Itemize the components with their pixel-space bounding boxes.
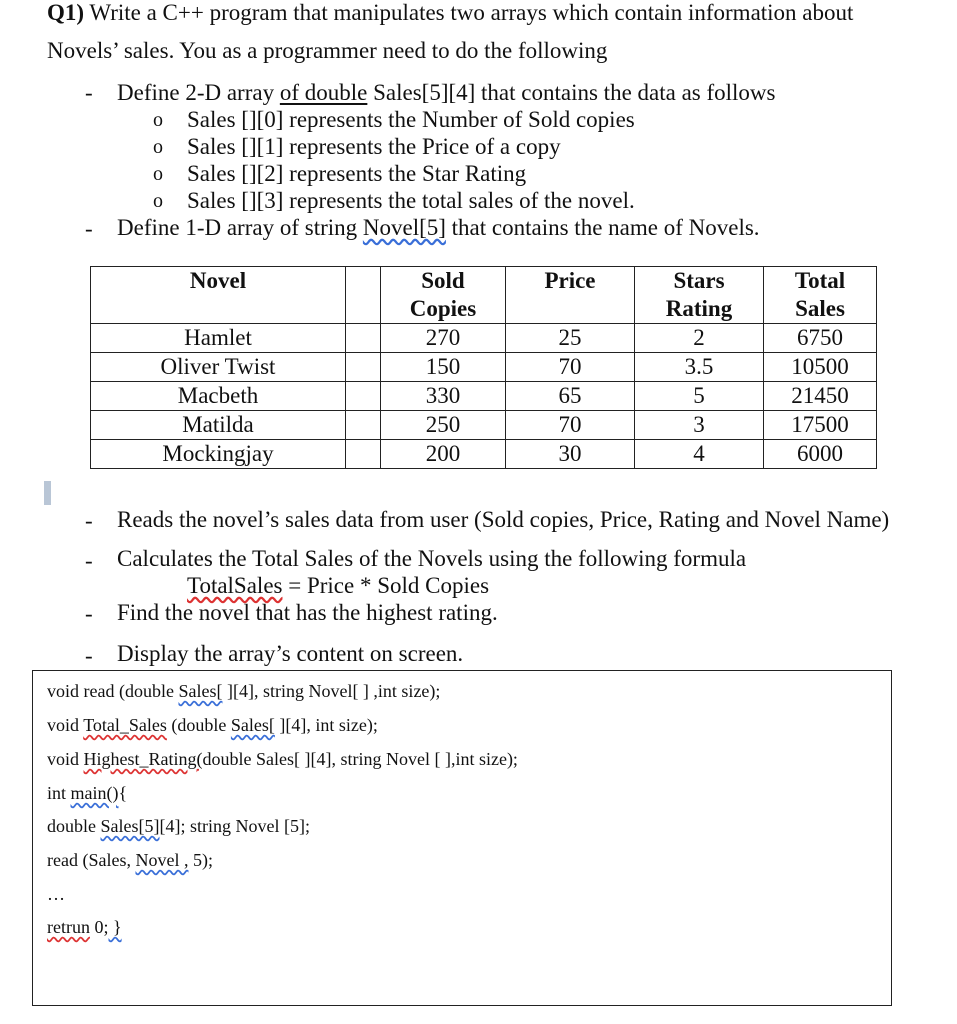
header-stars-rating <box>635 267 764 324</box>
code-text: [4]; string Novel [5]; <box>159 816 310 836</box>
cell-price: 70 <box>506 353 635 382</box>
cell-empty <box>346 382 381 411</box>
bullet-display: Display the array’s content on screen. <box>117 641 464 666</box>
header-stars-line1: Stars <box>673 268 725 293</box>
code-underlined: Sales[ <box>178 681 223 701</box>
code-underlined: Total_Sales <box>83 715 167 735</box>
header-total-sales <box>764 267 877 324</box>
code-underlined: Sales[5] <box>100 816 160 836</box>
code-text: ][4], int size); <box>274 715 378 735</box>
sub-marker: o <box>153 136 163 158</box>
cell-sold: 330 <box>381 382 506 411</box>
cell-price: 30 <box>506 440 635 469</box>
header-total-line1: Total <box>794 268 846 293</box>
bullet-define-1d <box>117 215 760 241</box>
define-1d-underlined: Novel[5] <box>362 215 446 240</box>
define-1d-post: that contains the name of Novels. <box>445 215 760 240</box>
code-text: double Sales[ ][4], string Novel [ ],int size); <box>202 749 518 769</box>
code-brace: } <box>108 917 122 937</box>
header-sold-line2: Copies <box>409 296 477 321</box>
code-text: int <box>47 783 71 803</box>
sub-marker: o <box>153 190 163 212</box>
sub-item: Sales [][3] represents the total sales of the novel. <box>187 188 635 213</box>
bullet-reads: Reads the novel’s sales data from user (Sold copies, Price, Rating and Novel Name) <box>117 507 890 532</box>
sub-item: Sales [][2] represents the Star Rating <box>187 161 527 186</box>
cell-total: 6750 <box>764 324 877 353</box>
code-line-ellipsis: … <box>47 884 65 904</box>
code-text: 5); <box>188 850 213 870</box>
header-stars-line2: Rating <box>665 296 733 321</box>
cell-empty <box>346 411 381 440</box>
code-underlined: main() <box>70 783 119 803</box>
formula <box>187 573 489 599</box>
code-text: void <box>47 749 84 769</box>
bullet-define-2d <box>117 80 776 106</box>
header-empty <box>346 267 381 324</box>
sub-marker: o <box>153 163 163 185</box>
text-cursor-marker <box>44 481 51 505</box>
code-line-highest-rating <box>47 748 518 770</box>
bullet-dash: - <box>85 508 93 533</box>
bullet-dash: - <box>85 548 93 573</box>
cell-sold: 150 <box>381 353 506 382</box>
cell-novel: Hamlet <box>91 324 346 353</box>
cell-stars: 3.5 <box>635 353 764 382</box>
cell-price: 70 <box>506 411 635 440</box>
cell-price: 65 <box>506 382 635 411</box>
header-sold-line1: Sold <box>421 268 465 293</box>
cell-sold: 200 <box>381 440 506 469</box>
cell-empty <box>346 353 381 382</box>
code-underlined: Highest_Rating( <box>83 749 203 769</box>
cell-empty <box>346 440 381 469</box>
code-text: void read (double <box>47 681 179 701</box>
code-line-read <box>47 680 440 702</box>
code-text: void <box>47 715 84 735</box>
bullet-dash: - <box>85 601 93 626</box>
code-line-declare <box>47 815 310 837</box>
code-typo: retrun <box>47 917 90 937</box>
cell-stars: 2 <box>635 324 764 353</box>
cell-empty <box>346 324 381 353</box>
sub-item: Sales [][0] represents the Number of Sold copies <box>187 107 635 132</box>
code-line-return <box>47 916 122 938</box>
cell-novel: Macbeth <box>91 382 346 411</box>
cell-novel: Mockingjay <box>91 440 346 469</box>
sub-marker: o <box>153 109 163 131</box>
code-text: double <box>47 816 101 836</box>
question-text-1: Write a C++ program that manipulates two arrays which contain information about <box>89 0 854 25</box>
sales-table <box>90 266 877 469</box>
cell-total: 6000 <box>764 440 877 469</box>
table-row <box>91 411 877 440</box>
cell-novel: Matilda <box>91 411 346 440</box>
define-1d-pre: Define 1-D array of string <box>117 215 363 240</box>
formula-variable: TotalSales <box>187 573 283 598</box>
code-line-main <box>47 782 127 804</box>
table-row <box>91 382 877 411</box>
cell-price: 25 <box>506 324 635 353</box>
header-novel: Novel <box>91 267 346 324</box>
define-2d-underlined: of double <box>279 80 368 105</box>
define-2d-pre: Define 2-D array <box>117 80 280 105</box>
header-sold-copies <box>381 267 506 324</box>
code-text: { <box>118 783 128 803</box>
cell-total: 21450 <box>764 382 877 411</box>
bullet-dash: - <box>85 80 93 105</box>
cell-stars: 3 <box>635 411 764 440</box>
code-text: 0; <box>89 917 109 937</box>
question-label: Q1) <box>47 0 85 25</box>
code-text: (double <box>166 715 231 735</box>
bullet-dash: - <box>85 216 93 241</box>
table-row <box>91 353 877 382</box>
cell-total: 10500 <box>764 353 877 382</box>
bullet-find: Find the novel that has the highest rating. <box>117 600 498 625</box>
code-underlined: Sales[ <box>230 715 275 735</box>
cell-sold: 270 <box>381 324 506 353</box>
code-line-total-sales <box>47 714 378 736</box>
table-row <box>91 324 877 353</box>
question-line-1 <box>47 0 853 26</box>
header-price: Price <box>506 267 635 324</box>
code-text: ][4], string Novel[ ] ,int size); <box>222 681 441 701</box>
table-row <box>91 440 877 469</box>
define-2d-post: Sales[5][4] that contains the data as follows <box>367 80 776 105</box>
code-underlined: Novel , <box>135 850 189 870</box>
cell-total: 17500 <box>764 411 877 440</box>
bullet-calculates: Calculates the Total Sales of the Novels using the following formula <box>117 546 747 571</box>
cell-sold: 250 <box>381 411 506 440</box>
question-line-2: Novels’ sales. You as a programmer need to do the following <box>47 38 608 63</box>
code-line-call-read <box>47 849 213 871</box>
sub-item: Sales [][1] represents the Price of a copy <box>187 134 561 159</box>
cell-stars: 5 <box>635 382 764 411</box>
header-total-line2: Sales <box>795 296 845 321</box>
table-header-row <box>91 267 877 324</box>
bullet-dash: - <box>85 643 93 668</box>
cell-novel: Oliver Twist <box>91 353 346 382</box>
cell-stars: 4 <box>635 440 764 469</box>
formula-rest: = Price * Sold Copies <box>282 573 490 598</box>
code-text: read (Sales, <box>47 850 136 870</box>
